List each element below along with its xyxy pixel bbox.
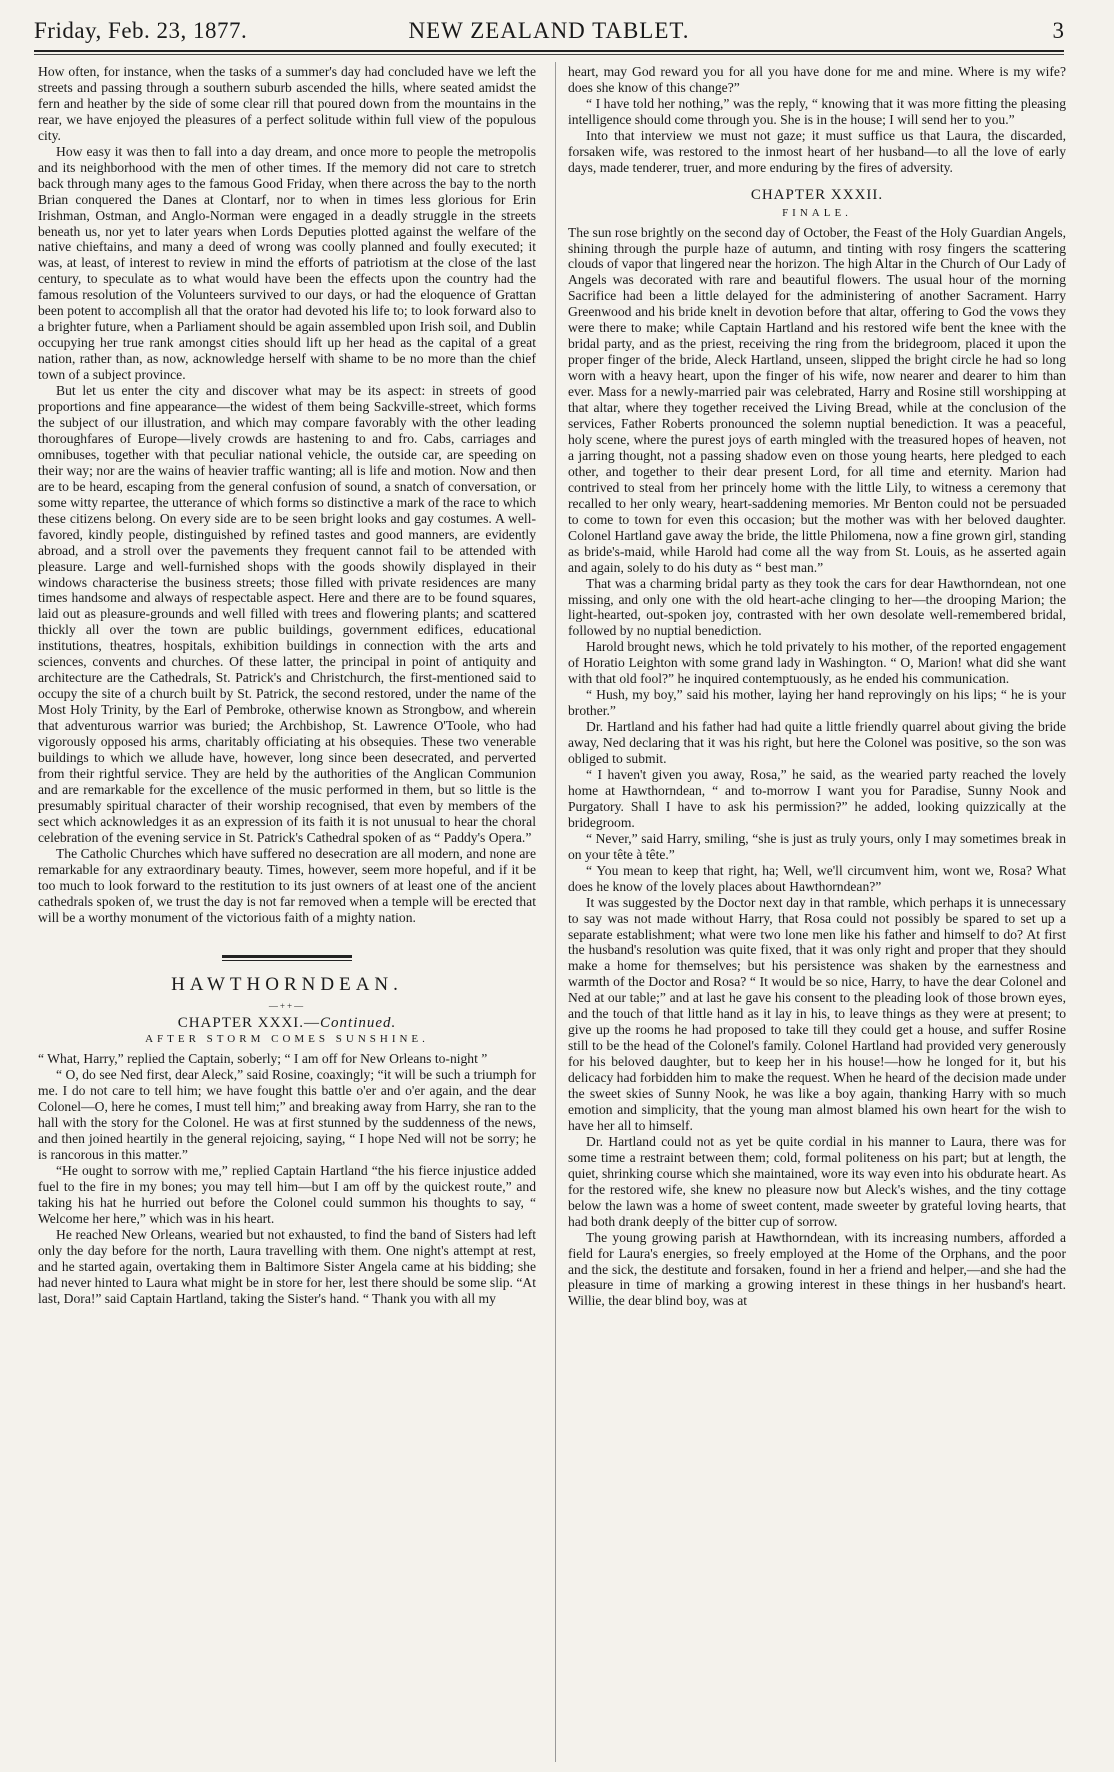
story-paragraph: Dr. Hartland could not as yet be quite cordial in his manner to Laura, there was for some time a restraint between them; cold, formal politeness on his part; but at length, the quiet, shrinking course which she maintained, wore its way even into his obdurate heart. As for the restored wife, she knew no pleasure now but Aleck's wishes, and the tiny cottage below the lawn was a home of sweet content, made sweeter by grateful loving hearts, that had both drank deeply of the bitter cup of sorrow.: [568, 1133, 1066, 1229]
story-paragraph: Harold brought news, which he told privately to his mother, of the reported engagement of Horatio Leighton with some grand lady in Washington. “ O, Marion! what did she want with that old fool?” he inquired contemptuously, as he ended his communication.: [568, 639, 1066, 687]
article-paragraph: But let us enter the city and discover what may be its aspect: in streets of good proportions and fine appearance—the widest of them being Sackville-street, which forms the subject of our illustration, and which may compare favorably with the other leading thoroughfares of Europe—lively crowds are hastening to and fro. Cabs, carriages and omnibuses, together with that peculiar national vehicle, the outside car, are speeding on their way; nor are the wains of heavier traffic wanting; all is life and motion. Now and then are to be heard, escaping from the general confusion of sound, a snatch of conversation, or some witty repartee, the utterance of which forms so distinctive a mark of the race to which these citizens belong. On every side are to be seen bright looks and gay costumes. A well-favored, kindly people, distinguished by refined tastes and good manners, are evidently abroad, and a stroll over the pavements they frequent cannot fail to be attended with pleasure. Large and well-furnished shops with the goods showily displayed in their windows characterise the business streets; those filled with private residences are many times handsome and always of respectable aspect. Here and there are to be found squares, laid out as pleasure-grounds and well filled with trees and flowering plants; and scattered thickly all over the town are public buildings, government edifices, educational institutions, theatres, hospitals, exhibition buildings in connection with the arts and sciences, convents and churches. Of these latter, the principal in point of antiquity and architecture are the Cathedrals, St. Patrick's and Christchurch, the first-mentioned said to occupy the site of a church built by St. Patrick, the second restored, under the name of the Most Holy Trinity, by the Earl of Pembroke, otherwise known as Strongbow, and wherein that adventurous warrior was buried; the Archbishop, St. Lawrence O'Toole, who had vigorously opposed his arms, charitably officiating at his obsequies. These two venerable buildings to which we allude have, however, long since been desecrated, and perverted from their rightful service. They are held by the authorities of the Anglican Communion and are remarkable for the excellence of the music performed in them, but so little is the presumably spiritual character of their worship recognised, that even by members of the sect which acknowledges it as an expression of its faith it is not unusual to hear the choral celebration of the evening service in St. Patrick's Cathedral spoken of as “ Paddy's Opera.”: [38, 383, 536, 845]
story-paragraph: It was suggested by the Doctor next day in that ramble, which perhaps it is unnecessary to say was not made without Harry, that Rosa could not possibly be spared to set up a separate establishment; what were two lone men like his father and himself to do? At first the husband's resolution was quite fixed, that it was only right and proper that they should make a home for themselves; but his persistence was shaken by the earnestness and warmth of the Doctor and Rosa? “ It would be so nice, Harry, to have the dear Colonel and Ned at our table;” and at last he gave his consent to the pleading look of those brown eyes, and the touch of that little hand as it lay in his, to leave things as they were at present; to give up the rooms he had proposed to take till they could get a house, and suffer Rosine still to be the head of the Colonel's family. Colonel Hartland had provided very generously for his beloved daughter, but to keep her in his house!—how he longed for it, but his delicacy had forbidden him to make the request. When he heard of the decision made under the sweet skies of Sunny Nook, he was like a boy again, thanking Harry with so much emotion and simplicity, that the young man almost blamed his own heart for the wish to have her all to himself.: [568, 894, 1066, 1133]
chapter-continued: Continued.: [320, 1015, 397, 1032]
story-paragraph: “ Never,” said Harry, smiling, “she is just as truly yours, only I may sometimes break in on your tête à tête.”: [568, 830, 1066, 862]
story-paragraph: “ What, Harry,” replied the Captain, soberly; “ I am off for New Orleans to-night ”: [38, 1051, 488, 1067]
story-paragraph: That was a charming bridal party as they took the cars for dear Hawthorndean, not one missing, and only one with the old heart-ache clinging to her—the drooping Marion; the light-hearted, out-spoken joy, contrasted with her own desolate well-remembered bridal, followed by no nuptial benediction.: [568, 575, 1066, 639]
column-divider: [555, 62, 556, 1762]
story-paragraph: He reached New Orleans, wearied but not exhausted, to find the band of Sisters had left only the day before for the north, Laura travelling with them. One night's attempt at rest, and he started again, overtaking them in Baltimore Sister Angela came at his bidding; she had never hinted to Laura what might be in store for her, lest there should be some slip. “At last, Dora!” said Captain Hartland, taking the Sister's hand. “ Thank you with all my: [38, 1226, 536, 1306]
article-paragraph: How often, for instance, when the tasks of a summer's day had concluded have we left the streets and passing through a southern suburb ascended the hills, where seated amidst the fern and heather by the side of some clear rill that poured down from the mountains in the rear, we have enjoyed the pleasures of a perfect solitude within full view of the populous city.: [38, 64, 536, 143]
story-paragraph: The young growing parish at Hawthorndean, with its increasing numbers, afforded a field for Laura's energies, so freely employed at the Home of the Orphans, and the poor and the sick, the destitute and forsaken, found in her a friend and helper,—and she had the pleasure in time of marking a growing interest in these things in her husband's heart. Willie, the dear blind boy, was at: [568, 1229, 1066, 1309]
masthead-rule-thin: [34, 54, 1064, 55]
masthead: [34, 8, 1064, 48]
article-paragraph: The Catholic Churches which have suffered no desecration are all modern, and none are remarkable for any extraordinary beauty. Times, however, seem more hopeful, and if it be too much to look forward to the restitution to its just owners of at least one of the ancient cathedrals spoken of, we trust the day is not far removed when a temple will be erected that will be a worthy monument of the victorious faith of a mighty nation.: [38, 845, 536, 925]
left-column: [38, 64, 536, 1760]
story-paragraph: “ I haven't given you away, Rosa,” he said, as the wearied party reached the lovely home at Hawthorndean, “ and to-morrow I want you for Paradise, Sunny Nook and Purgatory. Shall I have to ask his permission?” he added, looking quizzically at the bridegroom.: [568, 766, 1066, 830]
story-paragraph: Into that interview we must not gaze; it must suffice us that Laura, the discarded, forsaken wife, was restored to the inmost heart of her husband—to all the love of early days, made tenderer, truer, and more enduring by the fires of adversity.: [568, 127, 1066, 175]
story-paragraph: “ You mean to keep that right, ha; Well, we'll circumvent him, wont we, Rosa? What does he know of the lovely places about Hawthorndean?”: [568, 862, 1066, 894]
story-paragraph: “He ought to sorrow with me,” replied Captain Hartland “the his fierce injustice added fuel to the fire in my bones; you may tell him—but I am off by the quickest route,” and taking his hat he hurried out before the Colonel could summon his thoughts to say, “ Welcome her here,” which was in his heart.: [38, 1162, 536, 1226]
page-number: 3: [1052, 18, 1064, 43]
story-paragraph: The sun rose brightly on the second day of October, the Feast of the Holy Guardian Angels, shining through the purple haze of autumn, and tinting with rosy fingers the scattering clouds of vapor that lingered near the horizon. The high Altar in the Church of Our Lady of Angels was decorated with rare and beautiful flowers. The usual hour of the morning Sacrifice had been a little delayed for the administering of another Sacrament. Harry Greenwood and his bride knelt in devotion before that altar, offering to God the vows they were there to make; while Captain Hartland and his restored wife bent the knee with the bridal party, and as the priest, receiving the ring from the bridegroom, placed it upon the proper finger of the bride, Aleck Hartland, unseen, slipped the bright circle he had so long worn with a heavy heart, upon the finger of his wife, now nearer and dearer to him than ever. Mass for a newly-married pair was celebrated, Harry and Rosine still worshipping at that altar, where they together received the Living Bread, while at the conclusion of the services, Father Roberts pronounced the solemn nuptial benediction. It was a peaceful, holy scene, where the purest joys of earth mingled with the treasured hopes of heaven, not a jarring thought, not a passing shadow even on those young hearts, here pledged to each other, and together to their dear present Lord, for all time and eternity. Marion had contrived to steal from her princely home with the little Lily, to witness a ceremony that recalled to her only weary, heart-saddening memories. Mr Benton could not be persuaded to come to town for even this occasion; but the mother was with her beloved daughter. Colonel Hartland gave away the bride, the little Philomena, now a fine grown girl, standing as bride's-maid, while Harold had come all the way from St. Louis, as he asserted again and again, solely to do his duty as “ best man.”: [568, 224, 1066, 575]
story-paragraph: “ Hush, my boy,” said his mother, laying her hand reprovingly on his lips; “ he is your brother.”: [568, 687, 1066, 719]
story-paragraph: “ O, do see Ned first, dear Aleck,” said Rosine, coaxingly; “it will be such a triumph for me. I do not care to tell him; we have fought this battle o'er and o'er again, and the dear Colonel—O, here he comes, I must tell him;” and breaking away from Harry, she ran to the hall with the story for the Colonel. He was at first stunned by the suddenness of the news, and then joined heartily in the general rejoicing, saying, “ I hope Ned will not be sorry; he is rancorous in this matter.”: [38, 1067, 536, 1162]
chapter-subtitle: FINALE.: [782, 206, 852, 219]
issue-date: Friday, Feb. 23, 1877.: [34, 18, 248, 43]
right-column: [568, 64, 1066, 1760]
story-paragraph: heart, may God reward you for all you have done for me and mine. Where is my wife? does she know of this change?”: [568, 64, 1066, 95]
chapter-heading: CHAPTER XXXII.: [750, 186, 884, 203]
chapter-heading: [38, 1016, 536, 1032]
section-divider: [222, 955, 352, 961]
story-paragraph: “ I have told her nothing,” was the reply, “ knowing that it was more fitting the pleasing intelligence should come through you. She is in the house; I will send her to you.”: [568, 95, 1066, 127]
story-paragraph: Dr. Hartland and his father had had quite a little friendly quarrel about giving the bride away, Ned declaring that it was his right, but here the Colonel was positive, so the son was obliged to submit.: [568, 719, 1066, 767]
title-ornament: —++—: [268, 1001, 306, 1012]
newspaper-title: NEW ZEALAND TABLET.: [408, 18, 690, 43]
article-paragraph: How easy it was then to fall into a day dream, and once more to people the metropolis and its neighborhood with the men of other times. If the memory did not care to stretch back through many ages to the famous Good Friday, when there across the bay to the north Brian conquered the Danes at Clontarf, nor to when in times less glorious for Erin Irishman, Ostman, and Anglo-Norman were engaged in a deadly struggle in the streets beneath us, nor yet to later years when Lords Deputies plotted against the welfare of the native chieftains, and many a deed of wrong was coolly planned and foully executed; it was, at least, of interest to review in mind the efforts of patriotism at the close of the last century, to speculate as to what would have been the effects upon the country had the famous resolution of the Volunteers survived to our days, or had the eloquence of Grattan been potent to accomplish all that the orator had devoted his life to; to look forward also to a brighter future, when a Parliament should be again assembled upon Irish soil, and Dublin occupying her true rank amongst cities should lift up her head as the capital of a great nation, rather than, as now, acknowledge herself with shame to be no more than the chief town of a subject province.: [38, 143, 536, 383]
chapter-label: CHAPTER XXXI.—: [177, 1015, 321, 1032]
masthead-rule: [34, 50, 1064, 52]
chapter-subtitle: AFTER STORM COMES SUNSHINE.: [145, 1033, 429, 1046]
story-title: HAWTHORNDEAN.: [171, 974, 403, 996]
